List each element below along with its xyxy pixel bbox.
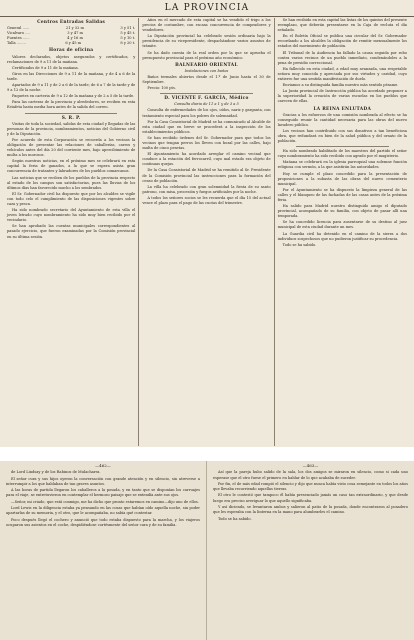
- paragraph: La Guardia civil ha detenido en el camino de la sierra a dos individuos sospechosos que no pudieron justificar su procedencia.: [277, 231, 407, 241]
- top-page: [4, 18, 410, 446]
- paragraph: Lord Lewis en la diligencia estaba ya pensando en las cosas que habían oído aquella noche, sin poder apartarlas de su memoria, y el otro, que le acompañaba, no sabía qué contestar.: [6, 506, 200, 516]
- paragraph: Para las carteras de la provincia y alrededores, se reciben en esta Estafeta hasta media hora antes de la salida del correo.: [7, 100, 136, 110]
- paragraph: El Tribunal de la Audiencia ha fallado la causa seguida por robo contra varios vecinos de un pueblo inmediato, condenándoles a la pena de presidio correccional.: [277, 50, 407, 65]
- paragraph: El señor cura y sus hijos oyeron la conversación con grande atención y en silencio, sin atreverse a interrumpir a los que hablaban de tan graves asuntos.: [6, 476, 200, 486]
- paragraph: Visitas de toda la sociedad, salidas de esta ciudad y llegadas de las personas de la provincia, nombramientos, noticias del Gobierno civil y de la Diputación.: [7, 121, 136, 136]
- bottom-left-page: [0, 461, 207, 640]
- section-heading: S. R. P.: [61, 115, 81, 121]
- paragraph: Así que la pareja hubo salido de la sala, los dos amigos se miraron en silencio, como si cada uno esperase que el otro fuese el primero en hablar de lo que acababa de suceder.: [213, 470, 408, 480]
- paragraph: Todo se ha sabido.: [218, 516, 252, 521]
- paragraph: Y así diciendo, se levantaron ambos y salieron al patio de la posada, donde encontraron al posadero que les esperaba con la linterna en la mano para alumbrarles el camino.: [213, 505, 408, 515]
- section-heading: LA REINA ENLUTADA: [313, 106, 372, 112]
- divider: [296, 146, 389, 147]
- paragraph: La villa ha celebrado con gran solemnidad la fiesta de su santo patrono, con misa, procesión y fuegos artificiales por la noche.: [142, 184, 271, 194]
- section-heading: Horas de oficina: [48, 48, 94, 54]
- section-subheading: Consulta diaria de 11 a 1 y de 3 a 5: [174, 102, 239, 107]
- paragraph: —Señor, mi criado, que está conmigo, me ha dicho que pronto estaremos en camino—dijo uno de ellos.: [11, 499, 199, 504]
- page-number: —463—: [302, 463, 319, 468]
- paragraph: Por la Casa Consistorial de Madrid se ha comunicado al Alcalde de esta ciudad que en breve se procederá a la inspección de los establecimientos públicos.: [142, 119, 271, 134]
- paragraph: A las horas de partida llegaron los caballeros a la posada, y en tanto que se disponían los carruajes para el viaje, se entretuvieron en contemplar el hermoso paisaje que se extendía ante sus ojos.: [6, 488, 200, 498]
- paragraph: Años en el mercado de esta capital se ha vendido el trigo a los precios de costumbre, con escasa concurrencia de compradores y vendedores.: [142, 18, 271, 33]
- table-row: General ...... 21 y 32 m 3 y 51 t.: [7, 26, 136, 31]
- paragraph: Por acuerdo de esta Corporación se recuerda a los vecinos la obligación de presentar las relaciones de caballerías, carros y vehículos antes del día 20 del corriente mes, bajo apercibimiento de multa a los morosos.: [7, 137, 136, 158]
- paragraph: Ha sido nombrado habilitado de los maestros del partido el señor cuyo nombramiento ha sido recibido con agrado por el magisterio.: [277, 149, 407, 159]
- paragraph: Ha fallecido en esta ciudad, a edad muy avanzada, una respetable señora muy conocida y apreciada por sus virtudes y caridad, cuyo entierro fue una sentida manifestación de duelo.: [277, 66, 407, 82]
- paragraph: Mañana se celebrará en la iglesia parroquial una solemne función religiosa con sermón, a la que asistirán las autoridades.: [277, 160, 407, 170]
- section-heading: BALNEARIO ORIENTAL: [175, 62, 238, 68]
- paragraph: Giros en las Direcciones de 9 a 11 de la mañana, y de 4 a 6 de la tarde.: [7, 71, 136, 81]
- paragraph: Todo se ha sabido.: [282, 242, 317, 247]
- paragraph: Se ha dado cuenta de la real orden por la que se aprueba el presupuesto provincial para el próximo año económico.: [142, 50, 271, 60]
- paragraph: Precio: 100 pts.: [147, 86, 176, 91]
- table-row: Talla ........ 6 y 45 m 8 y 20 t.: [7, 41, 136, 46]
- paragraph: Por el Ayuntamiento se ha dispuesto la limpieza general de las calles y el blanqueo de las fachadas de las casas antes de la próxima feria.: [277, 187, 407, 202]
- table-row: Vicalvaro .... 3 y 47 m 5 y 45 t.: [7, 31, 136, 36]
- paragraph: Se han recibido en esta capital las listas de los quintos del presente reemplazo, que deberán presentarse en la Caja de recluta el día señalado.: [277, 18, 407, 33]
- paragraph: La Junta provincial de Instrucción pública ha acordado proponer a la superioridad la creación de varias escuelas en los pueblos que carecen de ellas.: [277, 89, 407, 104]
- paragraph: Valores declarados, objetos asegurados y certificados, y reclamaciones de 9 a 11 de la mañana.: [7, 54, 136, 64]
- paragraph: Enviamos a su distinguida familia nuestro más sentido pésame.: [282, 83, 399, 88]
- paragraph: Según nuestras noticias, en el próximo mes se celebrará en esta capital la feria de ganados, a la que se espera asista gran concurrencia de tratantes y labradores de los pueblos comarcanos.: [7, 159, 136, 174]
- paragraph: Los vecinos han contribuido con sus donativos a tan beneficiosa obra, que redundará en bien de la salud pública y del ornato de la población.: [277, 128, 407, 144]
- column-3: [275, 18, 410, 446]
- paragraph: Consulta de enfermedades de los ojos, oídos, nariz y garganta, con tratamiento especial para los pobres de solemnidad.: [142, 108, 271, 118]
- divider: [160, 93, 252, 94]
- masthead-title: LA PROVINCIA: [0, 0, 414, 17]
- paragraph: de Lord Lindsay y de los Rabinos de Mulacharra.: [11, 470, 101, 475]
- paragraph: Ha salido para Madrid nuestro distinguido amigo el diputado provincial, acompañado de su familia, con objeto de pasar allí una temporada.: [277, 204, 407, 219]
- section-subheading: Instalaciones con baños: [184, 68, 229, 73]
- page-number: —462—: [95, 463, 111, 468]
- bottom-spread: [0, 461, 414, 640]
- paragraph: A todos los señores socios se les recuerda que el día 15 del actual vence el plazo para el pago de las cuotas del trimestre.: [142, 195, 271, 205]
- paragraph: Se han recibido órdenes del Sr. Gobernador para que todos los vecinos que tengan perros los lleven con bozal por las calles, bajo multa de cinco pesetas.: [142, 135, 271, 151]
- column-1: [4, 18, 139, 446]
- paragraph: Las noticias que se reciben de los pueblos de la provincia respecto al estado de los campos son satisfactorias, pues las lluvias de los últimos días han favorecido mucho a los sembrados.: [7, 175, 136, 190]
- paragraph: Por fin, el de más edad rompió el silencio y dijo que nunca había visto cosa semejante en todos los años que llevaba recorriendo aquellas tierras.: [213, 481, 408, 492]
- paragraph: El Ayuntamiento ha acordado arreglar el camino vecinal que conduce a la estación del ferrocarril, cuyo mal estado era objeto de continuas quejas.: [142, 152, 271, 167]
- paragraph: De la Casa Consistorial de Madrid se ha remitido al Sr. Presidente de la Comisión provincial las instrucciones para la formación del censo de población.: [142, 168, 271, 183]
- paragraph: Apartados de 9 a 11 y de 2 a 6 de la tarde; de 6 a 7 de la tarde y de 9 a 12 de la noche.: [7, 83, 136, 93]
- mail-table-heading: Centros Entradas Salidas: [37, 20, 106, 25]
- mail-table: [7, 26, 135, 46]
- column-2: [139, 18, 274, 446]
- paragraph: Se han aprobado las cuentas municipales correspondientes al pasado ejercicio, que fueron examinadas por la Comisión provincial en su última sesión.: [7, 224, 136, 239]
- bottom-right-page: [207, 461, 414, 640]
- page-gap: [0, 447, 414, 461]
- paragraph: En el Boletín Oficial se publica una circular del Sr. Gobernador recordando a los alcaldes la obligación de remitir mensualmente los estados del movimiento de población.: [277, 34, 407, 49]
- paragraph: Ha sido nombrado secretario del Ayuntamiento de esta villa el joven letrado cuyo nombramiento ha sido muy bien recibido por el vecindario.: [7, 208, 136, 223]
- paragraph: Paquetes en carteria de 9 a 12 de la mañana y de 2 a 5 de la tarde.: [12, 94, 135, 99]
- paragraph: Certificados de 9 a 11 de la mañana.: [12, 65, 79, 70]
- paragraph: Gracias a los esfuerzos de una comisión nombrada al efecto se ha conseguido reunir la cantidad necesaria para las obras del nuevo lavadero público.: [277, 112, 407, 127]
- paragraph: Se ha concedido licencia para ausentarse de su destino al juez municipal de esta ciudad durante un mes.: [277, 220, 407, 230]
- paragraph: La Diputación provincial ha celebrado sesión ordinaria bajo la presidencia de su vicepresidente, despachándose varios asuntos de trámite.: [142, 34, 271, 49]
- paragraph: El otro le contestó que tampoco él había presenciado jamás un caso tan extraordinario, y que desde luego era preciso averiguar lo que aquello significaba.: [213, 493, 408, 503]
- paragraph: Baños termales abiertos desde el 1.º de Junio hasta el 30 de Septiembre.: [142, 74, 271, 85]
- paragraph: Poco después llegó el cochero y anunció que todo estaba dispuesto para la marcha, y los viajeros ocuparon sus asientos en el coche, despidiéndose cortésmente del señor cura y de su familia.: [6, 517, 200, 527]
- paragraph: Hoy se cumple el plazo concedido para la presentación de proposiciones a la subasta de las obras del nuevo cementerio municipal.: [277, 171, 407, 186]
- table-row: Fuentes ...... 4 y 16 m 5 y 10 t.: [7, 36, 136, 41]
- divider: [25, 113, 117, 114]
- section-heading: D. VICENTE F. GARCÍA, Médico: [164, 96, 249, 102]
- paragraph: El Sr. Gobernador civil ha dispuesto que por los alcaldes se vigile con todo celo el cumplimiento de las disposiciones vigentes sobre caza y pesca.: [7, 191, 136, 206]
